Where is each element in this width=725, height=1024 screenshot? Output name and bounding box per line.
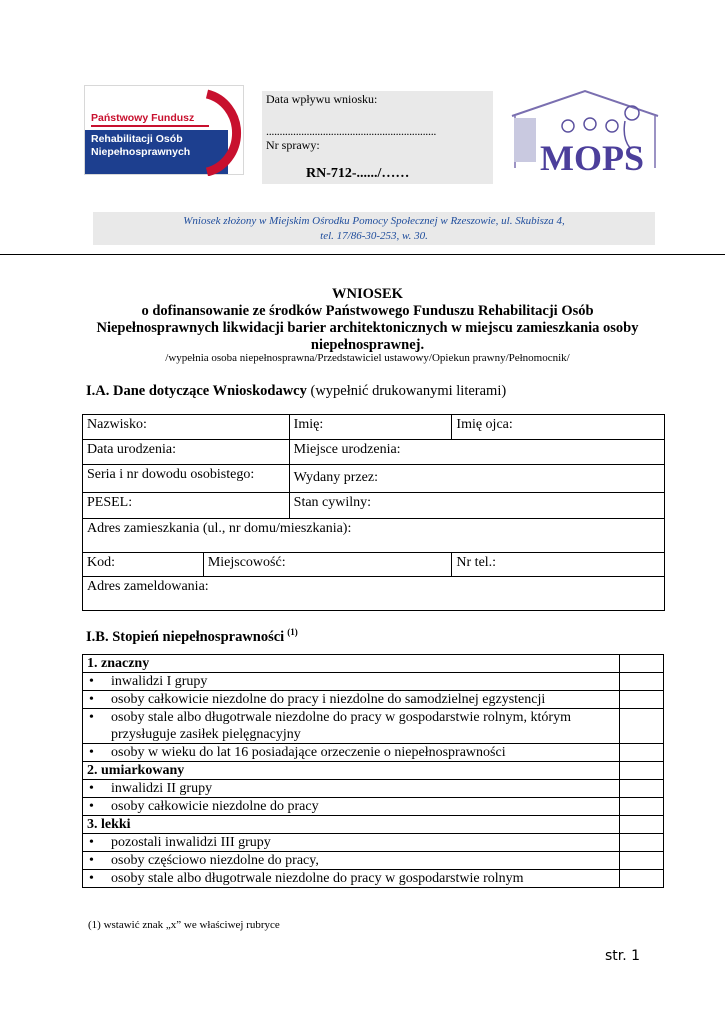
- degree-option-row: [83, 798, 664, 816]
- disability-degree-table: [82, 654, 664, 888]
- degree-option-label: [83, 852, 620, 870]
- residence-address-field[interactable]: Adres zamieszkania (ul., nr domu/mieszkania):: [83, 519, 665, 553]
- degree-checkbox-cell[interactable]: [620, 852, 664, 870]
- intake-info-box: [262, 91, 493, 184]
- title-line4: niepełnosprawnej.: [310, 337, 425, 353]
- degree-option-row: [83, 834, 664, 852]
- degree-option-label: [83, 780, 620, 798]
- degree-option-label: [83, 798, 620, 816]
- degree-option-text: inwalidzi II grupy: [111, 781, 213, 796]
- degree-option-label: [83, 691, 620, 709]
- degree-option-row: [83, 780, 664, 798]
- degree-option-row: [83, 870, 664, 888]
- pfron-arc-icon: [205, 86, 245, 176]
- document-subtitle: /wypełnia osoba niepełnosprawna/Przedstawiciel ustawowy/Opiekun prawny/Pełnomocnik/: [165, 352, 570, 364]
- degree-option-text: osoby w wieku do lat 16 posiadające orzeczenie o niepełnosprawności: [111, 745, 506, 760]
- phone-field[interactable]: Nr tel.:: [452, 553, 665, 577]
- degree-header-text: 1. znaczny: [87, 656, 150, 671]
- section-b-heading: [86, 627, 298, 646]
- submission-date-label: Data wpływu wniosku:: [266, 92, 378, 106]
- degree-checkbox-cell[interactable]: [620, 816, 664, 834]
- pfron-logo-divider: [91, 125, 209, 127]
- degree-header-row: [83, 762, 664, 780]
- bullet-icon: •: [89, 710, 94, 725]
- degree-checkbox-cell[interactable]: [620, 673, 664, 691]
- section-b-title: I.B. Stopień niepełnosprawności: [86, 628, 285, 645]
- registered-address-field[interactable]: Adres zameldowania:: [83, 577, 665, 611]
- marital-status-field[interactable]: Stan cywilny:: [289, 493, 664, 519]
- city-field[interactable]: Miejscowość:: [203, 553, 452, 577]
- degree-option-row: [83, 709, 664, 744]
- section-b-footnote-ref: (1): [287, 627, 298, 637]
- bullet-icon: •: [89, 674, 94, 689]
- mops-logo: [510, 88, 660, 180]
- bullet-icon: •: [89, 871, 94, 886]
- degree-header-text: 2. umiarkowany: [87, 763, 185, 778]
- degree-option-text: inwalidzi I grupy: [111, 674, 208, 689]
- issued-by-field[interactable]: Wydany przez:: [289, 465, 664, 493]
- surname-field[interactable]: Nazwisko:: [83, 415, 290, 440]
- degree-checkbox-cell[interactable]: [620, 655, 664, 673]
- pfron-logo: [84, 85, 244, 175]
- degree-checkbox-cell[interactable]: [620, 870, 664, 888]
- degree-header-row: [83, 816, 664, 834]
- degree-option-text: osoby stale albo długotrwale niezdolne do pracy w gospodarstwie rolnym: [111, 871, 524, 886]
- bullet-icon: •: [89, 835, 94, 850]
- title-line2: o dofinansowanie ze środków Państwowego Funduszu Rehabilitacji Osób: [141, 303, 594, 319]
- birth-place-field[interactable]: Miejsce urodzenia:: [289, 440, 664, 465]
- pfron-logo-line3: Niepełnosprawnych: [91, 146, 191, 158]
- bullet-icon: •: [89, 745, 94, 760]
- birth-date-field[interactable]: Data urodzenia:: [83, 440, 290, 465]
- degree-option-text: osoby całkowicie niezdolne do pracy i niezdolne do samodzielnej egzystencji: [111, 692, 546, 707]
- degree-header-text: 3. lekki: [87, 817, 131, 832]
- bullet-icon: •: [89, 781, 94, 796]
- degree-option-label: [83, 709, 620, 744]
- degree-header-label: [83, 655, 620, 673]
- degree-checkbox-cell[interactable]: [620, 709, 664, 744]
- id-number-field[interactable]: Seria i nr dowodu osobistego:: [83, 465, 290, 493]
- section-a-note: (wypełnić drukowanymi literami): [306, 383, 507, 399]
- degree-option-text: pozostali inwalidzi III grupy: [111, 835, 271, 850]
- father-name-field[interactable]: Imię ojca:: [452, 415, 665, 440]
- case-number-value[interactable]: RN-712-....../……: [306, 166, 410, 181]
- submission-note: [93, 212, 655, 245]
- document-title: [80, 286, 655, 354]
- mops-logo-text: MOPS: [540, 138, 644, 178]
- degree-checkbox-cell[interactable]: [620, 798, 664, 816]
- bullet-icon: •: [89, 853, 94, 868]
- case-number-label: Nr sprawy:: [266, 138, 320, 152]
- degree-checkbox-cell[interactable]: [620, 691, 664, 709]
- degree-option-label: [83, 673, 620, 691]
- first-name-field[interactable]: Imię:: [289, 415, 452, 440]
- degree-option-row: [83, 852, 664, 870]
- submission-note-line1: Wniosek złożony w Miejskim Ośrodku Pomocy Społecznej w Rzeszowie, ul. Skubisza 4,: [183, 215, 565, 227]
- header-divider: [0, 254, 725, 255]
- submission-note-line2: tel. 17/86-30-253, w. 30.: [320, 230, 428, 242]
- pfron-logo-line2: Rehabilitacji Osób: [91, 133, 183, 145]
- degree-checkbox-cell[interactable]: [620, 780, 664, 798]
- degree-option-row: [83, 673, 664, 691]
- degree-option-row: [83, 744, 664, 762]
- degree-checkbox-cell[interactable]: [620, 834, 664, 852]
- degree-option-label: [83, 744, 620, 762]
- applicant-data-table: [82, 414, 665, 611]
- title-line1: WNIOSEK: [332, 286, 403, 302]
- degree-option-text: osoby całkowicie niezdolne do pracy: [111, 799, 319, 814]
- title-line3: Niepełnosprawnych likwidacji barier architektonicznych w miejscu zamieszkania osoby: [96, 320, 639, 336]
- degree-option-text-continued: przysługuje zasiłek pielęgnacyjny: [111, 727, 301, 742]
- section-a-heading: [86, 383, 506, 400]
- degree-option-text: osoby częściowo niezdolne do pracy,: [111, 853, 319, 868]
- degree-checkbox-cell[interactable]: [620, 744, 664, 762]
- section-a-title: I.A. Dane dotyczące Wnioskodawcy: [86, 383, 307, 399]
- degree-option-row: [83, 691, 664, 709]
- degree-header-row: [83, 655, 664, 673]
- degree-header-label: [83, 762, 620, 780]
- degree-header-label: [83, 816, 620, 834]
- bullet-icon: •: [89, 692, 94, 707]
- pfron-logo-line1: Państwowy Fundusz: [91, 112, 195, 124]
- footnote: (1) wstawić znak „x” we właściwej rubryce: [88, 919, 280, 931]
- postal-code-field[interactable]: Kod:: [83, 553, 204, 577]
- degree-checkbox-cell[interactable]: [620, 762, 664, 780]
- degree-option-text: osoby stale albo długotrwale niezdolne do pracy w gospodarstwie rolnym, którym: [111, 710, 571, 725]
- pesel-field[interactable]: PESEL:: [83, 493, 290, 519]
- page-number: str. 1: [605, 948, 641, 964]
- submission-date-field[interactable]: ...............................................................: [266, 124, 437, 138]
- degree-option-label: [83, 870, 620, 888]
- degree-option-label: [83, 834, 620, 852]
- bullet-icon: •: [89, 799, 94, 814]
